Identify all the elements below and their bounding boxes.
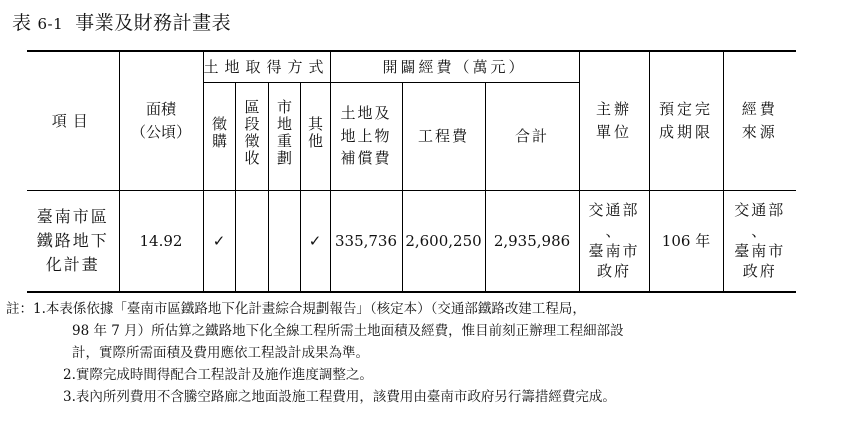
cell-area: 14.92: [119, 190, 203, 292]
header-construction: 工程費: [402, 82, 485, 190]
table-title: [12, 8, 231, 35]
cell-funding: 交通部 、 臺南市 政府: [723, 190, 796, 292]
note-line: 98 年 7 月）所估算之鐵路地下化全線工程所需土地面積及經費，惟目前刻正辦理工程細部設: [72, 323, 624, 339]
cell-other: ✓: [300, 190, 330, 292]
header-funding: 經費 來源: [723, 51, 796, 190]
cell-total: 2,935,986: [485, 190, 579, 292]
plan-table: [27, 50, 796, 293]
header-period: 預定完 成期限: [649, 51, 723, 190]
header-land-consolidation: 市地重劃: [268, 82, 300, 190]
cell-construction: 2,600,250: [402, 190, 485, 292]
cell-zone: [235, 190, 268, 292]
cell-org: 交通部 、 臺南市 政府: [579, 190, 649, 292]
header-zone-expropriation: 區段徵收: [235, 82, 268, 190]
header-cost-group: 開闢經費（萬元）: [330, 51, 579, 82]
cell-consolidation: [268, 190, 300, 292]
table-row: [27, 190, 796, 292]
header-land-method: 土地取得方式: [203, 51, 330, 82]
notes: [6, 298, 624, 408]
header-area: 面積 （公頃）: [119, 51, 203, 190]
note-line: 2.實際完成時間得配合工程設計及施作進度調整之。: [63, 367, 373, 383]
header-compensation: 土地及 地上物 補償費: [330, 82, 402, 190]
cell-period: 106 年: [649, 190, 723, 292]
header-item: 項目: [27, 51, 119, 190]
header-other: 其他: [300, 82, 330, 190]
note-line: 註：1.本表係依據「臺南市區鐵路地下化計畫綜合規劃報告」（核定本）（交通部鐵路改建工程局，: [6, 301, 586, 317]
title-number: 6-1: [37, 15, 64, 33]
header-purchase: 徵購: [203, 82, 235, 190]
title-text: 事業及財務計畫表: [75, 12, 232, 34]
header-total: 合計: [485, 82, 579, 190]
cell-item: 臺南市區 鐵路地下 化計畫: [27, 190, 119, 292]
note-line: 計，實際所需面積及費用應依工程設計成果為準。: [72, 345, 369, 361]
header-org: 主辦 單位: [579, 51, 649, 190]
cell-compensation: 335,736: [330, 190, 402, 292]
cell-purchase: ✓: [203, 190, 235, 292]
note-line: 3.表內所列費用不含騰空路廊之地面設施工程費用，該費用由臺南市政府另行籌措經費完成。: [63, 389, 616, 405]
title-prefix: 表: [12, 12, 32, 34]
